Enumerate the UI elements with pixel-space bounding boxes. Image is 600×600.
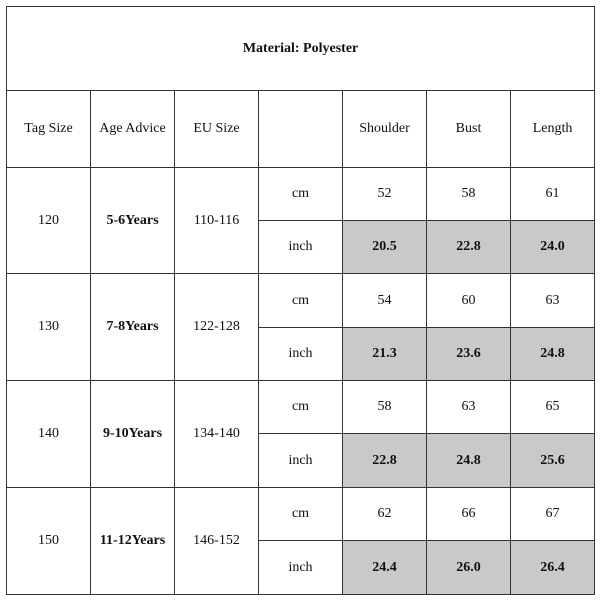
header-eu-size: EU Size (175, 91, 259, 168)
size-chart-table (6, 6, 595, 595)
length-cm-cell: 61 (511, 168, 595, 221)
unit-cm-cell: cm (259, 381, 343, 434)
length-cm-cell: 65 (511, 381, 595, 434)
shoulder-inch-cell: 21.3 (343, 328, 427, 381)
shoulder-inch-cell: 22.8 (343, 434, 427, 488)
eu-size-cell: 134-140 (175, 381, 259, 488)
table-title: Material: Polyester (7, 7, 595, 91)
header-row (7, 91, 595, 168)
age-advice-cell: 7-8Years (91, 274, 175, 381)
length-cm-cell: 67 (511, 488, 595, 541)
age-advice-cell: 9-10Years (91, 381, 175, 488)
header-age-advice: Age Advice (91, 91, 175, 168)
tag-size-cell: 130 (7, 274, 91, 381)
unit-inch-cell: inch (259, 221, 343, 274)
unit-cm-cell: cm (259, 274, 343, 328)
shoulder-cm-cell: 58 (343, 381, 427, 434)
length-inch-cell: 26.4 (511, 541, 595, 595)
age-advice-cell: 11-12Years (91, 488, 175, 595)
shoulder-cm-cell: 54 (343, 274, 427, 328)
bust-cm-cell: 66 (427, 488, 511, 541)
table-row (7, 381, 595, 434)
shoulder-inch-cell: 24.4 (343, 541, 427, 595)
unit-cm-cell: cm (259, 168, 343, 221)
header-unit (259, 91, 343, 168)
bust-inch-cell: 26.0 (427, 541, 511, 595)
bust-cm-cell: 58 (427, 168, 511, 221)
header-length: Length (511, 91, 595, 168)
bust-cm-cell: 63 (427, 381, 511, 434)
unit-inch-cell: inch (259, 434, 343, 488)
tag-size-cell: 120 (7, 168, 91, 274)
table-row (7, 488, 595, 541)
table-row (7, 274, 595, 328)
title-row (7, 7, 595, 91)
bust-inch-cell: 23.6 (427, 328, 511, 381)
header-tag-size: Tag Size (7, 91, 91, 168)
length-inch-cell: 24.0 (511, 221, 595, 274)
length-cm-cell: 63 (511, 274, 595, 328)
unit-cm-cell: cm (259, 488, 343, 541)
bust-cm-cell: 60 (427, 274, 511, 328)
unit-inch-cell: inch (259, 541, 343, 595)
shoulder-inch-cell: 20.5 (343, 221, 427, 274)
bust-inch-cell: 24.8 (427, 434, 511, 488)
shoulder-cm-cell: 52 (343, 168, 427, 221)
eu-size-cell: 122-128 (175, 274, 259, 381)
header-bust: Bust (427, 91, 511, 168)
tag-size-cell: 140 (7, 381, 91, 488)
tag-size-cell: 150 (7, 488, 91, 595)
shoulder-cm-cell: 62 (343, 488, 427, 541)
unit-inch-cell: inch (259, 328, 343, 381)
length-inch-cell: 25.6 (511, 434, 595, 488)
header-shoulder: Shoulder (343, 91, 427, 168)
bust-inch-cell: 22.8 (427, 221, 511, 274)
eu-size-cell: 110-116 (175, 168, 259, 274)
table-row (7, 168, 595, 221)
length-inch-cell: 24.8 (511, 328, 595, 381)
age-advice-cell: 5-6Years (91, 168, 175, 274)
eu-size-cell: 146-152 (175, 488, 259, 595)
